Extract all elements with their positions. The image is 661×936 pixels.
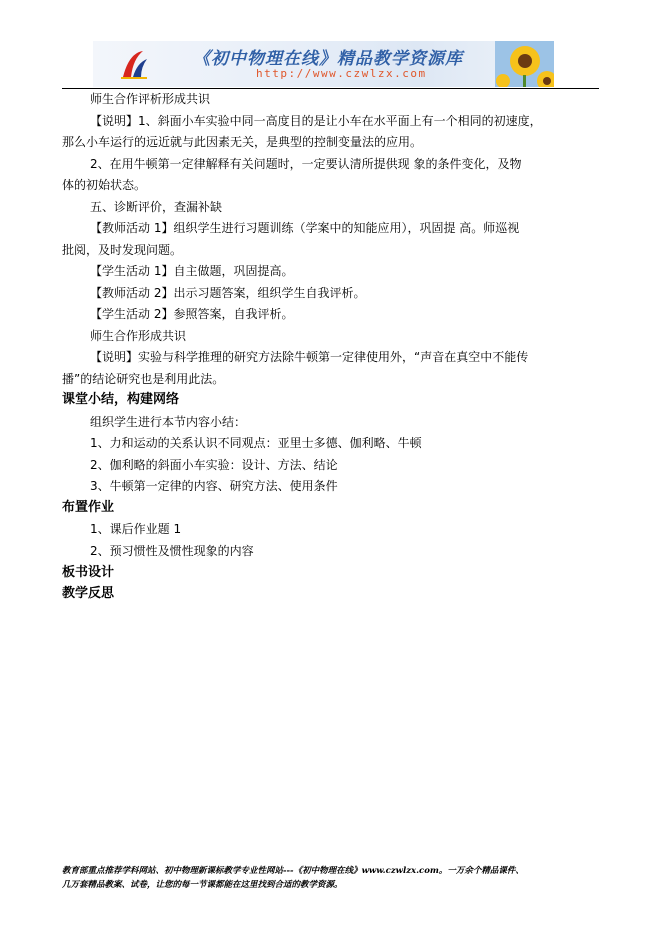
paragraph-line: 3、牛顿第一定律的内容、研究方法、使用条件 xyxy=(90,479,338,493)
paragraph-line: 2、在用牛顿第一定律解释有关问题时，一定要认清所提供现 象的条件变化，及物 xyxy=(90,157,522,171)
paragraph-line: 【学生活动 1】自主做题，巩固提高。 xyxy=(90,264,294,278)
paragraph-line: 【说明】1、斜面小车实验中同一高度目的是让小车在水平面上有一个相同的初速度， xyxy=(90,114,542,128)
paragraph-line: 播”的结论研究也是利用此法。 xyxy=(62,372,225,386)
paragraph-line: 那么小车运行的远近就与此因素无关，是典型的控制变量法的应用。 xyxy=(62,135,423,149)
page-footer xyxy=(62,864,524,892)
section-heading: 布置作业 xyxy=(62,500,115,515)
paragraph-line: 2、伽利略的斜面小车实验：设计、方法、结论 xyxy=(90,458,338,472)
section-heading: 板书设计 xyxy=(62,565,115,580)
paragraph-line: 【学生活动 2】参照答案，自我评析。 xyxy=(90,307,294,321)
paragraph-line: 【说明】实验与科学推理的研究方法除牛顿第一定律使用外，“声音在真空中不能传 xyxy=(90,350,529,364)
paragraph-line: 师生合作评析形成共识 xyxy=(90,92,211,106)
site-logo-icon xyxy=(119,49,149,81)
paragraph-line: 体的初始状态。 xyxy=(62,178,147,192)
section-heading: 课堂小结，构建网络 xyxy=(62,392,180,407)
paragraph-line: 批阅，及时发现问题。 xyxy=(62,243,183,257)
paragraph-line: 2、预习惯性及惯性现象的内容 xyxy=(90,544,254,558)
paragraph-line: 【教师活动 2】出示习题答案，组织学生自我评析。 xyxy=(90,286,366,300)
paragraph-line: 师生合作形成共识 xyxy=(90,329,187,343)
banner-url[interactable]: http://www.czwlzx.com xyxy=(256,67,427,80)
paragraph-line: 【教师活动 1】组织学生进行习题训练（学案中的知能应用），巩固提 高。师巡视 xyxy=(90,221,520,235)
footer-line: 教育部重点推荐学科网站、初中物理新课标教学专业性网站---《初中物理在线》www.czwlzx.com。一万余个精品课件、 xyxy=(62,866,524,876)
sunflower-icon xyxy=(495,41,554,87)
banner-title: 《初中物理在线》精品教学资源库 xyxy=(193,49,463,69)
paragraph-line: 五、诊断评价，查漏补缺 xyxy=(90,200,223,214)
paragraph-line: 组织学生进行本节内容小结： xyxy=(90,415,247,429)
paragraph-line: 1、课后作业题 1 xyxy=(90,522,182,536)
header-divider xyxy=(62,88,599,89)
footer-line: 几万套精品教案、试卷，让您的每一节课都能在这里找到合适的教学资源。 xyxy=(62,880,343,890)
header-banner[interactable] xyxy=(93,41,554,87)
section-heading: 教学反思 xyxy=(62,586,115,601)
paragraph-line: 1、力和运动的关系认识不同观点：亚里士多德、伽利略、牛顿 xyxy=(90,436,422,450)
